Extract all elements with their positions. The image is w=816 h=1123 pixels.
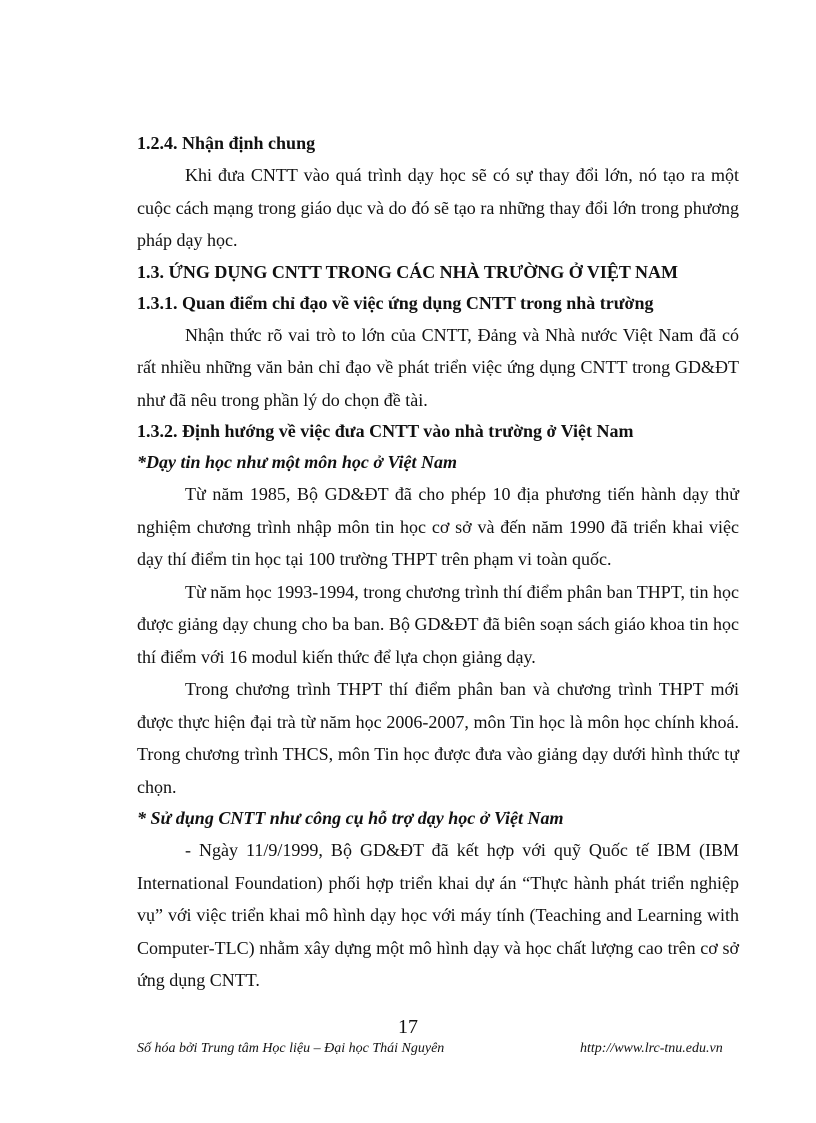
paragraph: Từ năm 1985, Bộ GD&ĐT đã cho phép 10 địa phương tiến hành dạy thử nghiệm chương trình nhập môn tin học cơ sở và đến năm 1990 đã triển khai việc dạy thí điểm tin học tại 100 trường THPT trên phạm vi toàn quốc. [137, 484, 739, 569]
paragraph: - Ngày 11/9/1999, Bộ GD&ĐT đã kết hợp với quỹ Quốc tế IBM (IBM International Foundation) phối hợp triển khai dự án “Thực hành phát triển nghiệp vụ” với việc triển khai mô hình dạy học với máy tính (Teaching and Learning with Computer-TLC) nhằm xây dựng một mô hình dạy và học chất lượng cao trên cơ sở ứng dụng CNTT. [137, 840, 739, 990]
paragraph: Khi đưa CNTT vào quá trình dạy học sẽ có sự thay đổi lớn, nó tạo ra một cuộc cách mạng trong giáo dục và do đó sẽ tạo ra những thay đổi lớn trong phương pháp dạy học. [137, 165, 739, 250]
footer-url: http://www.lrc-tnu.edu.vn [580, 1041, 723, 1056]
paragraph: Trong chương trình THPT thí điểm phân ban và chương trình THPT mới được thực hiện đại trà từ năm học 2006-2007, môn Tin học là môn học chính khoá. Trong chương trình THCS, môn Tin học được đưa vào giảng dạy dưới hình thức tự chọn. [137, 679, 739, 797]
heading-1-3-2: 1.3.2. Định hướng về việc đưa CNTT vào nhà trường ở Việt Nam [137, 421, 634, 441]
page-number: 17 [398, 1016, 418, 1038]
subheading-teaching-informatics: *Dạy tin học như một môn học ở Việt Nam [137, 452, 457, 472]
subheading-cntt-support-tool: * Sử dụng CNTT như công cụ hỗ trợ dạy học ở Việt Nam [137, 808, 564, 828]
heading-1-2-4: 1.2.4. Nhận định chung [137, 133, 316, 153]
page-content [137, 128, 739, 997]
heading-1-3: 1.3. ỨNG DỤNG CNTT TRONG CÁC NHÀ TRƯỜNG Ở VIỆT NAM [137, 261, 679, 282]
footer-source: Số hóa bởi Trung tâm Học liệu – Đại học Thái Nguyên [137, 1041, 445, 1056]
heading-1-3-1: 1.3.1. Quan điểm chỉ đạo về việc ứng dụng CNTT trong nhà trường [137, 292, 654, 313]
paragraph: Nhận thức rõ vai trò to lớn của CNTT, Đảng và Nhà nước Việt Nam đã có rất nhiều những văn bản chỉ đạo về phát triển việc ứng dụng CNTT trong GD&ĐT như đã nêu trong phần lý do chọn đề tài. [137, 324, 739, 410]
paragraph: Từ năm học 1993-1994, trong chương trình thí điểm phân ban THPT, tin học được giảng dạy chung cho ba ban. Bộ GD&ĐT đã biên soạn sách giáo khoa tin học thí điểm với 16 modul kiến thức để lựa chọn giảng dạy. [137, 581, 739, 667]
